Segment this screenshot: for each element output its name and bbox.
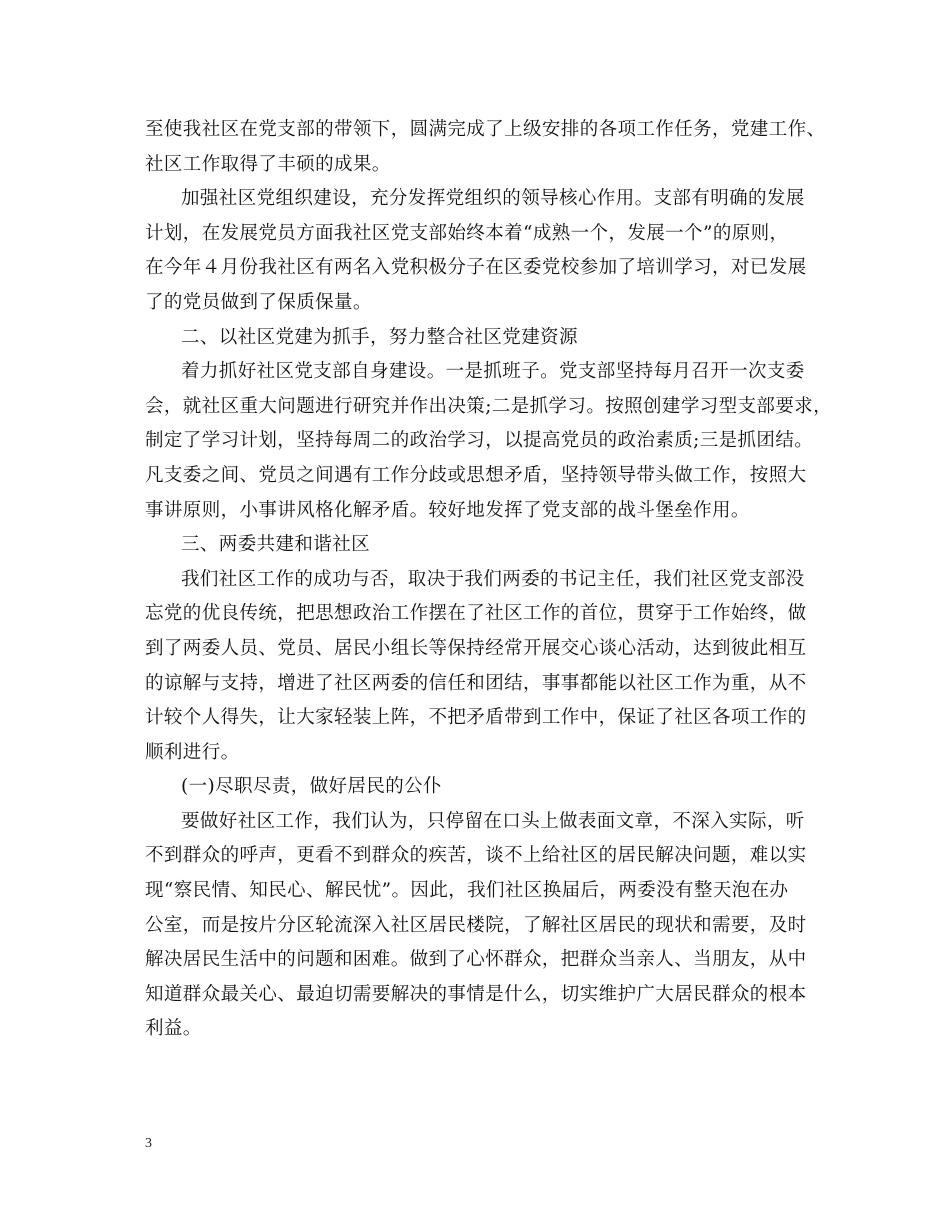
text-line: 事讲原则，小事讲风格化解矛盾。较好地发挥了党支部的战斗堡垒作用。 <box>145 499 750 521</box>
section-heading: 二、以社区党建为抓手，努力整合社区党建资源 <box>181 326 578 348</box>
text-line: 了的党员做到了保质保量。 <box>145 291 372 313</box>
body-text <box>145 113 833 1047</box>
paragraph-start-line: 我们社区工作的成功与否，取决于我们两委的书记主任，我们社区党支部没 <box>181 568 805 590</box>
text-line: 社区工作取得了丰硕的成果。 <box>145 153 391 175</box>
text-line: 在今年４月份我社区有两名入党积极分子在区委党校参加了培训学习，对已发展 <box>145 257 807 279</box>
text-line: 计较个人得失，让大家轻装上阵，不把矛盾带到工作中，保证了社区各项工作的 <box>145 707 807 729</box>
text-line: 不到群众的呼声，更看不到群众的疾苦，谈不上给社区的居民解决问题，难以实 <box>145 845 807 867</box>
paragraph-start-line: 要做好社区工作，我们认为，只停留在口头上做表面文章，不深入实际，听 <box>181 810 805 832</box>
text-line: 公室，而是按片分区轮流深入社区居民楼院，了解社区居民的现状和需要，及时 <box>145 914 807 936</box>
text-line: 制定了学习计划，坚持每周二的政治学习，以提高党员的政治素质;三是抓团结。 <box>145 430 814 452</box>
section-heading: 三、两委共建和谐社区 <box>181 534 371 556</box>
paragraph-start-line: 着力抓好社区党支部自身建设。一是抓班子。党支部坚持每月召开一次支委 <box>181 361 805 383</box>
text-line: 的谅解与支持，增进了社区两委的信任和团结，事事都能以社区工作为重，从不 <box>145 672 807 694</box>
page-number: 3 <box>145 1136 152 1151</box>
text-line: 顺利进行。 <box>145 741 240 763</box>
text-line: 凡支委之间、党员之间遇有工作分歧或思想矛盾，坚持领导带头做工作，按照大 <box>145 464 807 486</box>
paragraph-start-line: 加强社区党组织建设，充分发挥党组织的领导核心作用。支部有明确的发展 <box>181 188 805 210</box>
text-line: 知道群众最关心、最迫切需要解决的事情是什么，切实维护广大居民群众的根本 <box>145 983 807 1005</box>
text-line: 解决居民生活中的问题和困难。做到了心怀群众，把群众当亲人、当朋友，从中 <box>145 949 807 971</box>
text-line: 计划，在发展党员方面我社区党支部始终本着“成熟一个，发展一个”的原则， <box>145 222 789 244</box>
text-line: 到了两委人员、党员、居民小组长等保持经常开展交心谈心活动，达到彼此相互 <box>145 637 807 659</box>
text-line: 忘党的优良传统，把思想政治工作摆在了社区工作的首位，贯穿于工作始终，做 <box>145 603 807 625</box>
text-line: 至使我社区在党支部的带领下，圆满完成了上级安排的各项工作任务，党建工作、 <box>145 119 826 140</box>
subsection-heading: (一)尽职尽责，做好居民的公仆 <box>181 776 442 798</box>
text-line: 利益。 <box>145 1018 202 1040</box>
text-line: 会，就社区重大问题进行研究并作出决策;二是抓学习。按照创建学习型支部要求， <box>145 395 833 417</box>
text-line: 现“察民情、知民心、解民忧”。因此，我们社区换届后，两委没有整天泡在办 <box>145 880 789 902</box>
